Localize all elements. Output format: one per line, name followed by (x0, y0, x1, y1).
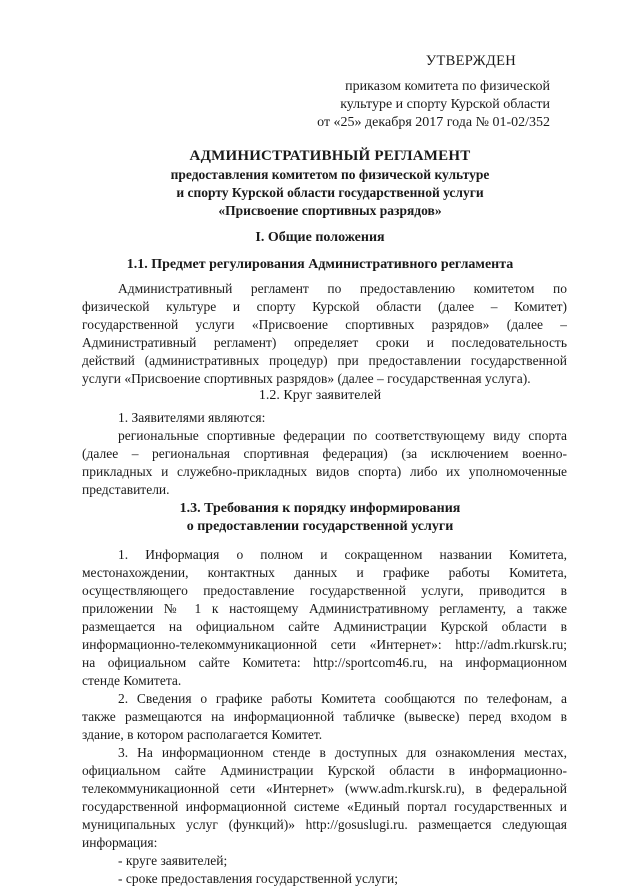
text-line: телекоммуникационной сети «Интернет» (www.adm.rkursk.ru), в федеральной (82, 781, 567, 796)
text-line: осуществляющего предоставление государственной услуги, приводится в (82, 583, 567, 598)
text-line: 1. Информация о полном и сокращенном названии Комитета, (118, 547, 567, 562)
section-heading: I. Общие положения (255, 230, 385, 245)
text-line: 3. На информационном стенде в доступных для ознакомления местах, (118, 745, 567, 760)
text-line: действий (административных процедур) при предоставлении государственной (82, 353, 567, 368)
text-line: размещается на официальном сайте Администрации Курской области в (82, 619, 567, 634)
text-line: физической культуре и спорту Курской области (далее – Комитет) (82, 299, 567, 314)
approval-line: от «25» декабря 2017 года № 01-02/352 (317, 115, 550, 130)
text-line: 2. Сведения о графике работы Комитета сообщаются по телефонам, а (118, 691, 567, 706)
text-line: Административный регламент по предоставлению комитетом по (118, 281, 567, 296)
list-item: - сроке предоставления государственной услуги; (118, 871, 399, 886)
paragraph-information (82, 546, 567, 888)
subsection-heading: 1.1. Предмет регулирования Административного регламента (126, 257, 514, 272)
text-line: официальном сайте Администрации Курской области в информационно- (82, 763, 567, 778)
text-line: здание, в котором располагается Комитет. (82, 727, 323, 742)
text-line: на официальном сайте Комитета: http://sportcom46.ru, на информационном (82, 655, 567, 670)
document-subtitle-line: и спорту Курской области государственной услуги (176, 185, 484, 200)
paragraph-subject (82, 280, 567, 388)
text-line: прикладных и служебно-прикладных видов спорта) либо их уполномоченные (82, 464, 567, 479)
text-line: приложении № 1 к настоящему Административному регламенту, а также (82, 601, 567, 616)
text-line: государственной услуги «Присвоение спортивных разрядов» (далее – (82, 317, 567, 332)
document-subtitle-line: «Присвоение спортивных разрядов» (218, 203, 442, 218)
text-line: (далее – региональная спортивная федерация) (за исключением военно- (82, 446, 567, 461)
text-line: местонахождении, контактных данных и графике работы Комитета, (82, 565, 567, 580)
text-line: региональные спортивные федерации по соответствующему виду спорта (118, 428, 567, 443)
text-line: муниципальных услуг (функций)» http://gosuslugi.ru. размещается следующая (82, 817, 567, 832)
text-line: 1. Заявителями являются: (118, 410, 266, 425)
subsection-heading: 1.3. Требования к порядку информирования (179, 501, 461, 516)
text-line: также размещаются на информационной табличке (вывеске) перед входом в (82, 709, 567, 724)
list-item: - круге заявителей; (118, 853, 228, 868)
subsection-heading: о предоставлении государственной услуги (186, 519, 454, 534)
text-line: государственной информационной системе «Единый портал государственных и (82, 799, 567, 814)
document-subtitle-line: предоставления комитетом по физической культуре (170, 167, 490, 182)
document-title: АДМИНИСТРАТИВНЫЙ РЕГЛАМЕНТ (189, 148, 471, 164)
subsection-heading: 1.2. Круг заявителей (258, 388, 382, 403)
text-line: Административный регламент) определяет сроки и последовательность (82, 335, 567, 350)
text-line: информационно-телекоммуникационной сети «Интернет»: http://adm.rkursk.ru; (82, 637, 567, 652)
paragraph-applicants (82, 409, 567, 499)
text-line: стенде Комитета. (82, 673, 182, 688)
text-line: представители. (82, 482, 170, 497)
text-line: информация: (82, 835, 158, 850)
approval-line: приказом комитета по физической (345, 79, 550, 94)
text-line: услуги «Присвоение спортивных разрядов» (далее – государственная услуга). (82, 371, 531, 386)
approval-heading: УТВЕРЖДЕН (425, 53, 516, 69)
approval-line: культуре и спорту Курской области (340, 97, 550, 112)
